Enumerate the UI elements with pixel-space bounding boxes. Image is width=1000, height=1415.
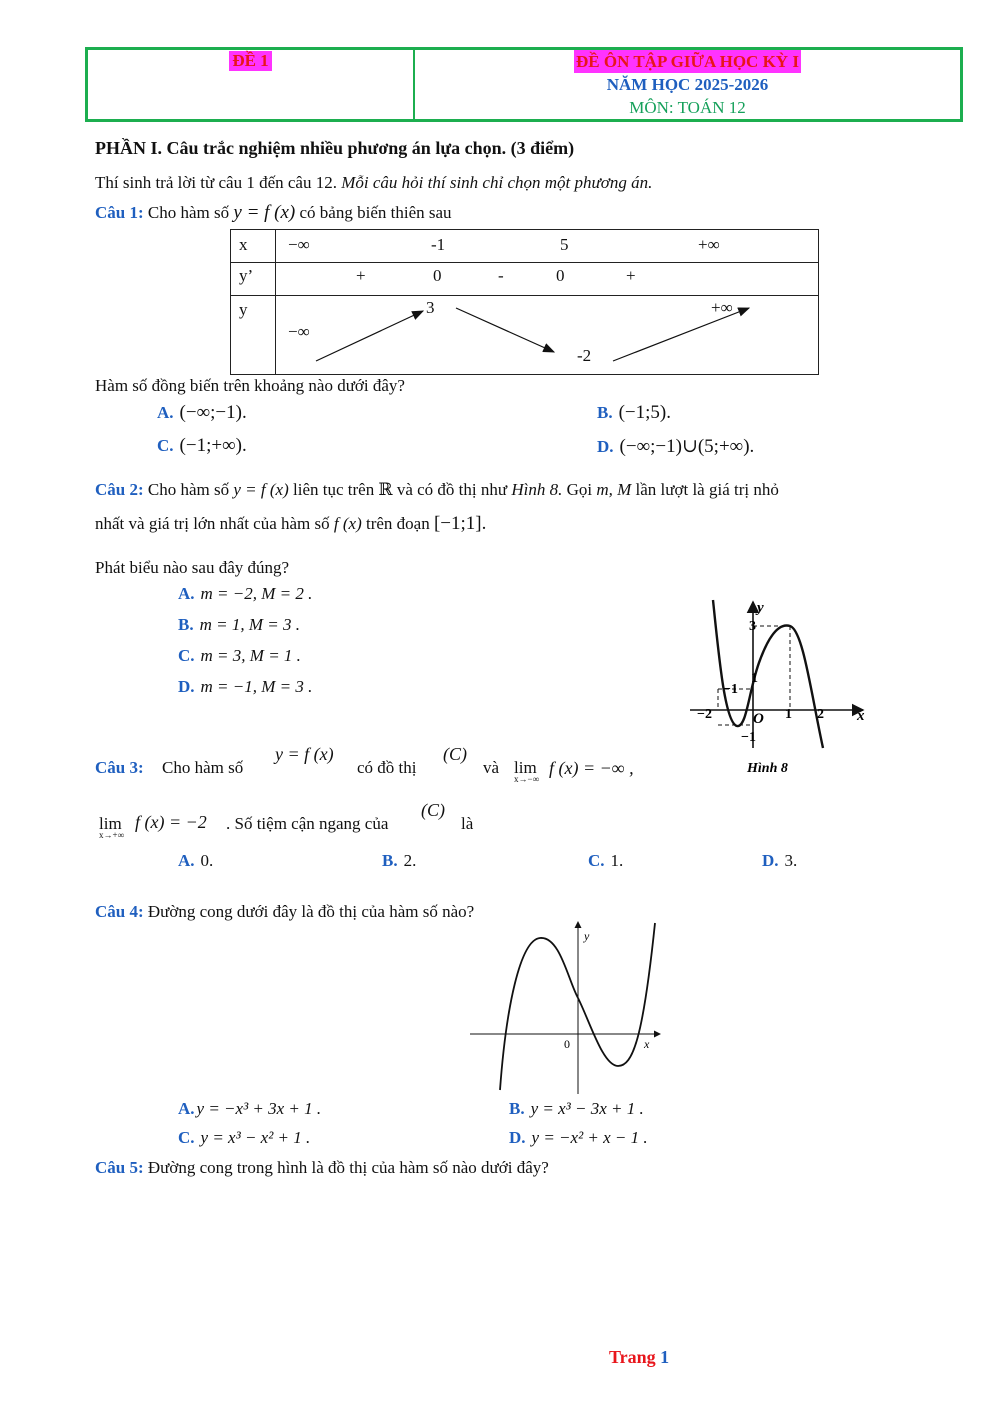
part-instruction bbox=[95, 173, 652, 193]
bbt-yprime-label: y’ bbox=[239, 266, 254, 286]
instruction-italic: Mỗi câu hỏi thí sinh chỉ chọn một phương án. bbox=[341, 173, 653, 192]
figure-8-caption: Hình 8 bbox=[747, 761, 788, 776]
question-3-text5: là bbox=[461, 814, 474, 833]
question-3-lim2-expr: f (x) = −2 bbox=[135, 812, 207, 832]
question-3-lim1: lim x→−∞ bbox=[514, 758, 539, 784]
question-4-label: Câu 4: bbox=[95, 902, 144, 921]
bbt-y-minus2: -2 bbox=[577, 346, 592, 366]
question-3-text1: Cho hàm số bbox=[162, 758, 244, 777]
figure-8-tick-ym1: −1 bbox=[741, 730, 756, 745]
question-3-text3: và bbox=[483, 758, 500, 777]
question-3-func: y = f (x) bbox=[275, 744, 334, 764]
footer-page-number: 1 bbox=[660, 1347, 670, 1367]
bbt-y-neg-inf: −∞ bbox=[288, 322, 310, 342]
figure-8-tick-ym1-left: −1 bbox=[723, 682, 738, 697]
variation-table bbox=[230, 229, 819, 375]
bbt-x-minus1: -1 bbox=[431, 235, 446, 254]
q4-option-d[interactable]: D. y = −x² + x − 1 . bbox=[509, 1128, 648, 1147]
question-3-curve2: (C) bbox=[421, 800, 445, 820]
question-2-stem: Câu 2: Cho hàm số y = f (x) liên tục trên ℝ và có đồ thị như Hình 8. Gọi m, M lần lượt là giá trị nhỏ bbox=[95, 480, 779, 499]
exam-subject: MÔN: TOÁN 12 bbox=[629, 98, 746, 117]
question-5-text: Đường cong trong hình là đồ thị của hàm số nào dưới đây? bbox=[147, 1158, 549, 1177]
q2-option-b[interactable]: B. m = 1, M = 3 . bbox=[178, 615, 300, 634]
question-3-text2: có đồ thị bbox=[357, 758, 417, 777]
q1-option-b[interactable]: B. (−1;5). bbox=[597, 402, 671, 423]
figure-8-tick-x2: 2 bbox=[817, 707, 824, 722]
question-3-label: Câu 3: bbox=[95, 758, 144, 777]
q3-option-a[interactable]: A. 0. bbox=[178, 851, 214, 870]
question-5-stem bbox=[95, 1158, 549, 1178]
question-2-line2: nhất và giá trị lớn nhất của hàm số f (x) trên đoạn [−1;1]. bbox=[95, 513, 487, 534]
header-left-cell bbox=[88, 50, 415, 119]
bbt-x-5: 5 bbox=[560, 235, 569, 254]
question-3-curve: (C) bbox=[443, 744, 467, 764]
q2-option-c[interactable]: C. m = 3, M = 1 . bbox=[178, 646, 301, 665]
bbt-y-label: y bbox=[239, 300, 248, 320]
figure-q4-graph bbox=[468, 918, 668, 1096]
bbt-yprime-zero2: 0 bbox=[556, 266, 565, 286]
q3-option-d[interactable]: D. 3. bbox=[762, 851, 798, 870]
question-1-label: Câu 1: bbox=[95, 203, 144, 222]
page-footer bbox=[609, 1347, 669, 1368]
bbt-y-3: 3 bbox=[426, 298, 435, 318]
q4-option-b[interactable]: B. y = x³ − 3x + 1 . bbox=[509, 1099, 644, 1118]
question-1-text-after: có bảng biến thiên sau bbox=[299, 203, 452, 222]
bbt-yprime-plus1: + bbox=[356, 266, 366, 286]
figure-8-x-label: x bbox=[857, 708, 865, 724]
figure-8-tick-y1: 1 bbox=[751, 671, 758, 686]
part-title: PHẦN I. Câu trắc nghiệm nhiều phương án lựa chọn. (3 điểm) bbox=[95, 138, 575, 158]
exam-title: ĐỀ ÔN TẬP GIỮA HỌC KỲ I bbox=[576, 52, 799, 71]
question-3-lim2: lim x→+∞ bbox=[99, 814, 124, 840]
figure-8-origin: O bbox=[753, 711, 764, 727]
question-1-question: Hàm số đồng biến trên khoảng nào dưới đây? bbox=[95, 376, 405, 395]
footer-word: Trang bbox=[609, 1347, 656, 1367]
question-4-text: Đường cong dưới đây là đồ thị của hàm số nào? bbox=[147, 902, 475, 921]
question-1-text: Cho hàm số bbox=[147, 203, 230, 222]
q3-option-c[interactable]: C. 1. bbox=[588, 851, 624, 870]
bbt-y-pos-inf: +∞ bbox=[711, 298, 733, 318]
bbt-x-label: x bbox=[239, 235, 248, 254]
q1-option-a[interactable]: A. (−∞;−1). bbox=[157, 402, 247, 423]
question-3-text4: . Số tiệm cận ngang của bbox=[226, 814, 389, 833]
question-2-label: Câu 2: bbox=[95, 480, 144, 499]
q1-option-d[interactable]: D. (−∞;−1)∪(5;+∞). bbox=[597, 436, 755, 457]
question-1-stem bbox=[95, 202, 452, 224]
question-2-question: Phát biểu nào sau đây đúng? bbox=[95, 558, 290, 577]
question-1-func: y = f (x) bbox=[233, 202, 296, 223]
q4-option-c[interactable]: C. y = x³ − x² + 1 . bbox=[178, 1128, 311, 1147]
figure-8-tick-xm2: −2 bbox=[697, 707, 712, 722]
figure-hinh-8 bbox=[685, 598, 875, 783]
q4-y-label: y bbox=[584, 929, 590, 943]
figure-8-y-label: y bbox=[757, 600, 764, 616]
q1-option-c[interactable]: C. (−1;+∞). bbox=[157, 435, 247, 456]
q3-option-b[interactable]: B. 2. bbox=[382, 851, 417, 870]
instruction-plain: Thí sinh trả lời từ câu 1 đến câu 12. bbox=[95, 173, 337, 192]
bbt-x-pos-inf: +∞ bbox=[698, 235, 720, 254]
q2-option-a[interactable]: A. m = −2, M = 2 . bbox=[178, 584, 313, 603]
figure-8-tick-x1: 1 bbox=[785, 707, 792, 722]
question-4-stem bbox=[95, 902, 474, 922]
q2-option-d[interactable]: D. m = −1, M = 3 . bbox=[178, 677, 313, 696]
bbt-yprime-minus: - bbox=[498, 266, 504, 286]
exam-year: NĂM HỌC 2025-2026 bbox=[606, 75, 769, 94]
bbt-arrows bbox=[276, 296, 819, 374]
figure-8-tick-3: 3 bbox=[749, 619, 756, 634]
exam-code: ĐỀ 1 bbox=[229, 51, 271, 71]
exam-header bbox=[85, 47, 963, 122]
figure-8-curve bbox=[713, 600, 823, 748]
question-3-lim1-expr: f (x) = −∞ , bbox=[549, 758, 634, 778]
bbt-yprime-zero1: 0 bbox=[433, 266, 442, 286]
q4-x-label: x bbox=[644, 1037, 650, 1051]
bbt-yprime-plus2: + bbox=[626, 266, 636, 286]
q4-origin: 0 bbox=[564, 1037, 570, 1051]
header-right-cell bbox=[415, 50, 960, 119]
question-5-label: Câu 5: bbox=[95, 1158, 144, 1177]
q4-option-a[interactable]: A. y = −x³ + 3x + 1 . bbox=[178, 1099, 322, 1118]
bbt-x-neg-inf: −∞ bbox=[288, 235, 310, 254]
